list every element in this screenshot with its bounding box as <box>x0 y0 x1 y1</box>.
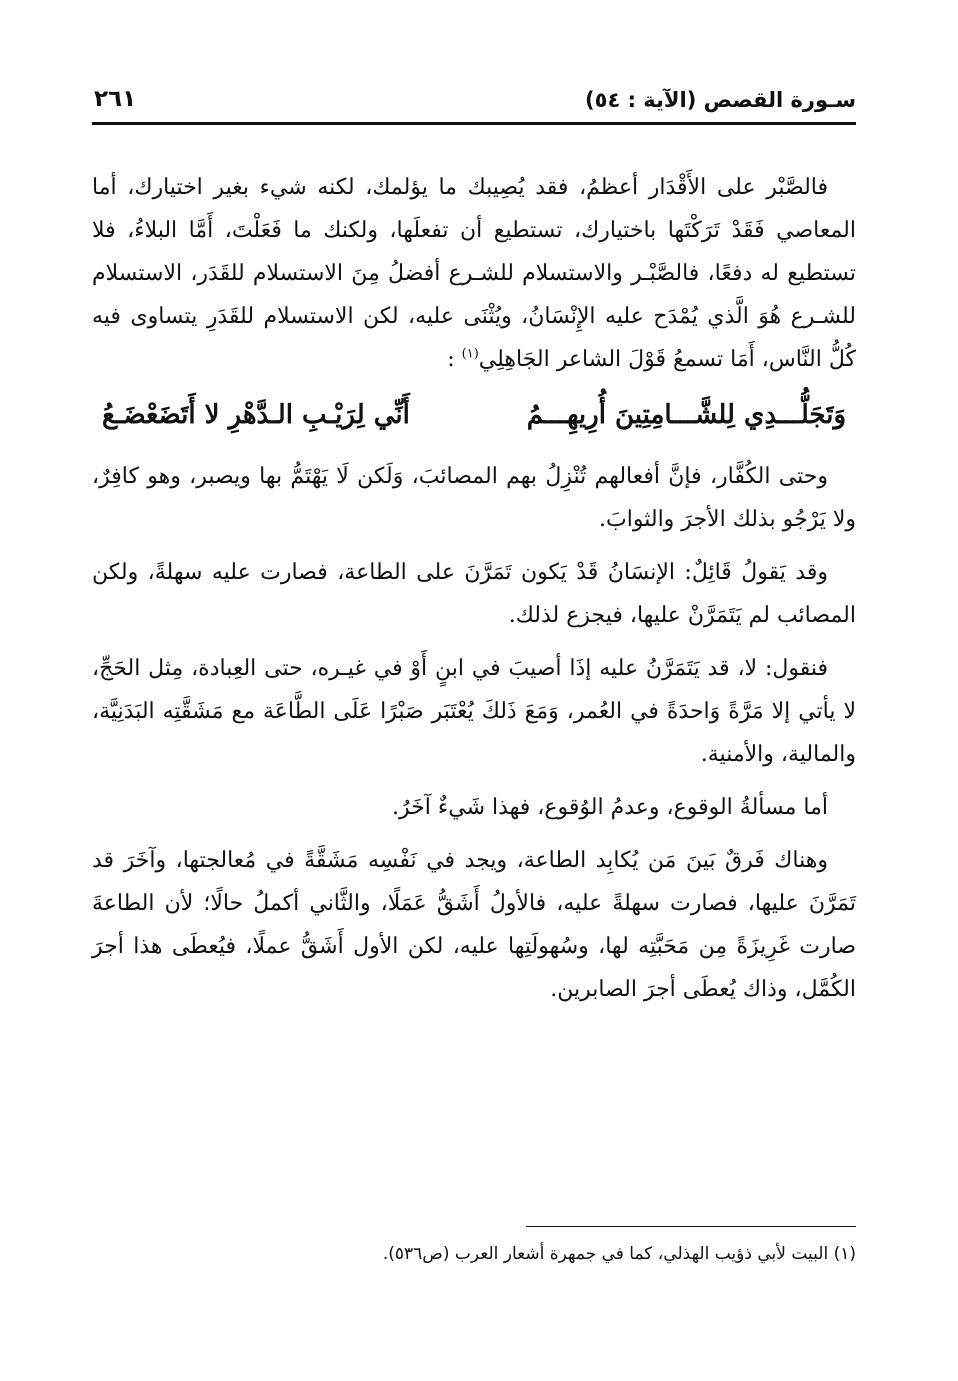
paragraph-3: وقد يَقولُ قَائِلٌ: الإنسَانُ قَدْ يَكون تَمَرَّنَ على الطاعة، فصارت عليه سهلةً، ولكن المصائب لم يَتَمَرَّنْ عليها، فيجزع لذلك. <box>92 560 856 628</box>
main-text <box>92 166 856 1021</box>
paragraph-5: أما مسألةُ الوقوع، وعدمُ الوُقوع، فهذا شَيءٌ آخَرُ. <box>392 795 828 820</box>
paragraph-4: فنقول: لا، قد يَتَمَرَّنُ عليه إذَا أصيبَ في ابنٍ أَوْ في غيـره، حتى العِبادة، مِثل الحَجِّ، لا يأتي إلا مَرَّةً وَاحدَةً في العُمر، وَمَعَ ذَلكَ يُعْتَبَر صَبْرًا عَلَى الطَّاعَة مع مَشَقَّتِه البَدَنِيَّة، والمالية، والأمنية. <box>92 656 856 767</box>
paragraph-1-text: فالصَّبْر على الأَقْدَار أعظمُ، فقد يُصِيبك ما يؤلمك، لكنه شيء بغير اختيارك، أما المعاصي فَقَدْ تَرَكْتَها باختيارك، تستطيع أن تفعلَها، ولكنك ما فَعَلْتَ، أَمَّا البلاءُ، فلا تستطيع له دفعًا، فالصَّبْـر والاستسلام للشـرع أفضلُ مِنَ الاستسلام للقَدَر، الاستسلام للشـرع هُوَ الَّذي يُمْدَح عليه الإِنْسَانُ، ويُثْنَى عليه، لكن الاستسلام للقَدَرِ يتساوى فيه كُلُّ النَّاس، أَمَا تسمعُ قَوْلَ الشاعر الجَاهِلِي <box>92 175 856 372</box>
paragraph-6: وهناك فَرقٌ بَينَ مَن يُكابِد الطاعة، ويجد في نَفْسِه مَشَقَّةً في مُعالجتها، وآخَرَ قد تَمَرَّنَ عليها، فصارت سهلةً عليه، فالأولُ أَشَقُّ عَمَلًا، والثَّاني أكملُ حالًا؛ لأن الطاعةَ صارت غَرِيزَةً مِن مَحَبَّتِه لها، وسُهولَتِها عليه، لكن الأول أَشَقُّ عملًا، فيُعطَى هذا أجرَ الكُمَّل، وذاك يُعطَى أجرَ الصابرين. <box>92 848 856 1002</box>
page-number: ٢٦١ <box>94 86 137 112</box>
verse-second-hemistich: أَنِّي لِرَيْـبِ الـدَّهْرِ لا أَتَضَعْضَـعُ <box>102 400 410 430</box>
footnote: (١) البيت لأبي ذؤيب الهذلي، كما في جمهرة أشعار العرب (ص٥٣٦). <box>382 1244 856 1264</box>
paragraph-1-colon: : <box>447 347 455 372</box>
document-page <box>92 80 856 1320</box>
footnote-divider <box>526 1226 856 1227</box>
paragraph-1 <box>92 166 856 381</box>
poetry-verse <box>102 391 846 439</box>
surah-title: سـورة القصص (الآية : ٥٤) <box>585 88 856 112</box>
footnote-marker: (١) <box>461 346 479 362</box>
running-header <box>92 80 856 125</box>
verse-first-hemistich: وَتَجَلُّـــدِي لِلشَّـــامِتِينَ أُرِيهِـــمُ <box>526 400 846 430</box>
paragraph-2: وحتى الكُفَّار، فإنَّ أفعالهم تُنْزِلُ بهم المصائبَ، وَلَكن لَا يَهْتَمُّ بها ويصبر، وهو كافِرٌ، ولا يَرْجُو بذلك الأجرَ والثوابَ. <box>92 464 856 532</box>
